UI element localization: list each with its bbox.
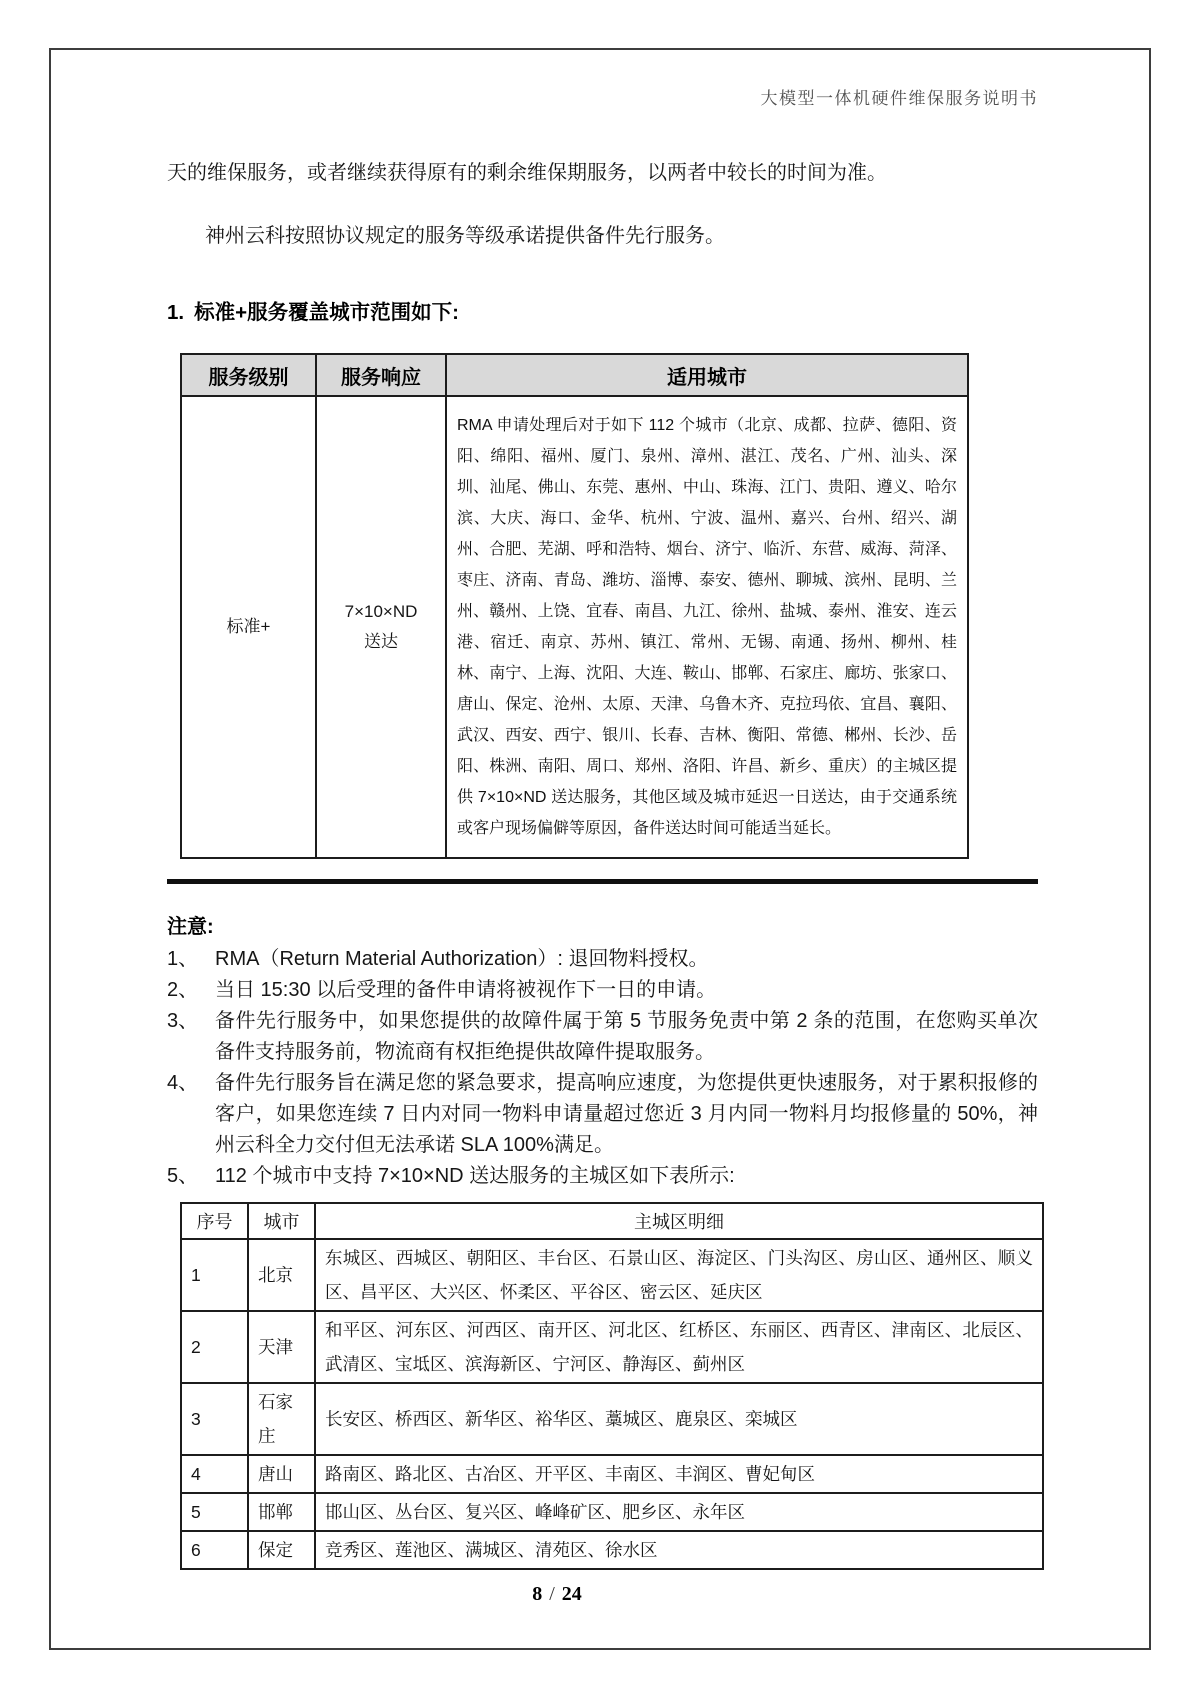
city-cell: 邯郸 (248, 1493, 315, 1531)
document-page (49, 48, 1151, 1650)
row-number-cell: 5 (181, 1493, 248, 1531)
note-item (167, 1068, 1038, 1161)
table-row (181, 1455, 1043, 1493)
service-table-row (181, 396, 968, 858)
districts-cell: 竞秀区、莲池区、满城区、清苑区、徐水区 (315, 1531, 1043, 1569)
note-item (167, 975, 1038, 1006)
district-detail-header-cell: 主城区明细 (315, 1203, 1043, 1239)
row-number-cell: 2 (181, 1311, 248, 1383)
districts-cell: 路南区、路北区、古冶区、开平区、丰南区、丰润区、曹妃甸区 (315, 1455, 1043, 1493)
city-cell: 北京 (248, 1239, 315, 1311)
page-content (51, 84, 1149, 1570)
note-number: 3、 (167, 1010, 199, 1032)
note-text: 当日 15:30 以后受理的备件申请将被视作下一日的申请。 (215, 979, 717, 1001)
district-table (180, 1202, 1044, 1570)
service-response-line2: 送达 (364, 632, 398, 651)
notes-label: 注意: (167, 916, 214, 938)
note-text: RMA（Return Material Authorization）: 退回物料授权。 (215, 948, 709, 970)
note-number: 2、 (167, 979, 199, 1001)
districts-cell: 邯山区、丛台区、复兴区、峰峰矿区、肥乡区、永年区 (315, 1493, 1043, 1531)
table-row (181, 1493, 1043, 1531)
city-cell: 石家庄 (248, 1383, 315, 1455)
table-row (181, 1383, 1043, 1455)
note-number: 5、 (167, 1165, 199, 1187)
note-number: 1、 (167, 948, 199, 970)
note-item (167, 1161, 1038, 1192)
document-header-title: 大模型一体机硬件维保服务说明书 (760, 89, 1038, 108)
city-cell: 保定 (248, 1531, 315, 1569)
note-text: 备件先行服务中，如果您提供的故障件属于第 5 节服务免责中第 2 条的范围，在您购买单次备件支持服务前，物流商有权拒绝提供故障件提取服务。 (215, 1010, 1038, 1063)
districts-cell: 长安区、桥西区、新华区、裕华区、藁城区、鹿泉区、栾城区 (315, 1383, 1043, 1455)
service-level-header-cell: 服务级别 (181, 354, 316, 396)
section-heading-text: 标准+服务覆盖城市范围如下: (194, 301, 459, 324)
service-level-cell: 标准+ (181, 396, 316, 858)
row-number-cell: 4 (181, 1455, 248, 1493)
continuation-paragraph: 天的维保服务，或者继续获得原有的剩余维保期服务，以两者中较长的时间为准。 (167, 162, 887, 184)
row-number-cell: 6 (181, 1531, 248, 1569)
city-cell: 天津 (248, 1311, 315, 1383)
districts-cell: 和平区、河东区、河西区、南开区、河北区、红桥区、东丽区、西青区、津南区、北辰区、武清区、宝坻区、滨海新区、宁河区、静海区、蓟州区 (315, 1311, 1043, 1383)
service-response-cell (316, 396, 446, 858)
service-table-header-row (181, 354, 968, 396)
note-item (167, 1006, 1038, 1068)
districts-cell: 东城区、西城区、朝阳区、丰台区、石景山区、海淀区、门头沟区、房山区、通州区、顺义区、昌平区、大兴区、怀柔区、平谷区、密云区、延庆区 (315, 1239, 1043, 1311)
body-paragraph: 神州云科按照协议规定的服务等级承诺提供备件先行服务。 (205, 225, 725, 247)
notes-list (167, 944, 1038, 1192)
applicable-cities-cell: RMA 申请处理后对于如下 112 个城市（北京、成都、拉萨、德阳、资阳、绵阳、福州、厦门、泉州、漳州、湛江、茂名、广州、汕头、深圳、汕尾、佛山、东莞、惠州、中山、珠海、江门、贵阳、遵义、哈尔滨、大庆、海口、金华、杭州、宁波、温州、嘉兴、台州、绍兴、湖州、合肥、芜湖、呼和浩特、烟台、济宁、临沂、东营、威海、菏泽、枣庄、济南、青岛、潍坊、淄博、泰安、德州、聊城、滨州、昆明、兰州、赣州、上饶、宜春、南昌、九江、徐州、盐城、泰州、淮安、连云港、宿迁、南京、苏州、镇江、常州、无锡、南通、扬州、柳州、桂林、南宁、上海、沈阳、大连、鞍山、邯郸、石家庄、廊坊、张家口、唐山、保定、沧州、太原、天津、乌鲁木齐、克拉玛依、宜昌、襄阳、武汉、西安、西宁、银川、长春、吉林、衡阳、常德、郴州、长沙、岳阳、株洲、南阳、周口、郑州、洛阳、许昌、新乡、重庆）的主城区提供 7×10×ND 送达服务，其他区域及城市延迟一日送达，由于交通系统或客户现场偏僻等原因，备件送达时间可能适当延长。 (446, 396, 968, 858)
total-pages: 24 (561, 1583, 582, 1605)
district-city-header-cell: 城市 (248, 1203, 315, 1239)
note-text: 112 个城市中支持 7×10×ND 送达服务的主城区如下表所示: (215, 1165, 735, 1187)
row-number-cell: 3 (181, 1383, 248, 1455)
section-divider (167, 879, 1038, 884)
table-row (181, 1239, 1043, 1311)
district-no-header-cell: 序号 (181, 1203, 248, 1239)
note-text: 备件先行服务旨在满足您的紧急要求，提高响应速度，为您提供更快速服务，对于累积报修的客户，如果您连续 7 日内对同一物料申请量超过您近 3 月内同一物料月均报修量的 50%，神州云科全力交付但无法承诺 SLA 100%满足。 (215, 1072, 1038, 1156)
service-response-header-cell: 服务响应 (316, 354, 446, 396)
page-footer (51, 1583, 1063, 1606)
note-item (167, 944, 1038, 975)
page-number: 8 (532, 1583, 543, 1605)
section-heading (167, 295, 1038, 325)
table-row (181, 1311, 1043, 1383)
city-cell: 唐山 (248, 1455, 315, 1493)
row-number-cell: 1 (181, 1239, 248, 1311)
district-table-header-row (181, 1203, 1043, 1239)
page-separator: / (549, 1583, 555, 1605)
note-number: 4、 (167, 1072, 199, 1094)
applicable-cities-header-cell: 适用城市 (446, 354, 968, 396)
service-response-line1: 7×10×ND (344, 602, 418, 621)
table-row (181, 1531, 1043, 1569)
section-heading-number: 1. (167, 301, 185, 324)
service-coverage-table (180, 353, 969, 859)
